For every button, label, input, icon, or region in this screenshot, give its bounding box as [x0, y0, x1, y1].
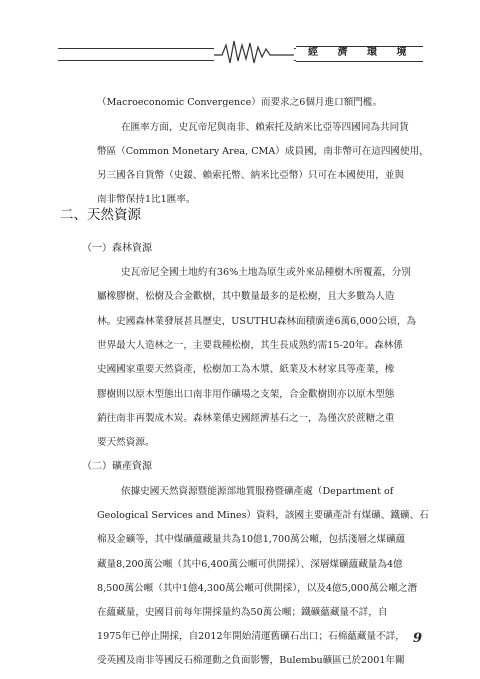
header-title: 經 濟 環 境 — [308, 47, 415, 58]
paragraph-line: 膠樹則以原木型態出口南非用作礦場之支架，合金歡樹則亦以原木型態 — [97, 389, 395, 400]
paragraph-line: 屬橡膠樹、松樹及合金歡樹，其中數量最多的是松樹，且大多數為人造 — [97, 291, 395, 302]
paragraph-line: 另三國各自貨幣（史鍰、賴索托幣、納米比亞幣）只可在本國使用，並與 — [97, 170, 404, 181]
paragraph-line: 受英國及南非等國反石棉運動之負面影響，Bulembu礦區已於2001年關 — [97, 655, 405, 666]
paragraph-line: 林。史國森林業發展甚具歷史，USUTHU森林面積廣達6萬6,000公頃，為 — [97, 316, 417, 327]
paragraph-line: 在蘊藏量，史國目前每年開採量約為50萬公噸；鐵礦蘊藏量不詳，自 — [97, 607, 388, 618]
paragraph-line: Geological Services and Mines）資料，該國主要礦產計有煤礦、鐵礦、石 — [97, 510, 429, 521]
paragraph-line: 世界最大人造林之一，主要栽種松樹，其生長成熟約需15-20年。森林係 — [97, 340, 403, 351]
paragraph-line: 8,500萬公噸（其中1億4,300萬公噸可供開採），以及4億5,000萬公噸之潛 — [97, 583, 418, 594]
paragraph-line: 幣區（Common Monetary Area, CMA）成員國，南非幣可在這四國使用， — [97, 146, 429, 157]
paragraph-line: 銷往南非再製成木炭。森林業係史國經濟基石之一，為僅次於蔗糖之重 — [97, 413, 395, 424]
header-wave-icon — [214, 37, 294, 65]
paragraph-line: 史瓦帝尼全國土地約有36%土地為原生或外來品種樹木所覆蓋，分別 — [121, 267, 411, 278]
paragraph-line: 南非幣保持1比1匯率。 — [97, 194, 196, 205]
paragraph-line: 棉及金礦等，其中煤礦蘊藏量共為10億1,700萬公噸，包括淺層之煤礦蘊 — [97, 534, 406, 545]
paragraph-line: 1975年已停止開採，自2012年開始清運舊礦石出口；石棉蘊藏量不詳， — [97, 631, 405, 642]
paragraph-line: 依據史國天然資源暨能源部地質服務暨礦產處（Department of — [121, 486, 394, 497]
paragraph-line: 在匯率方面，史瓦帝尼與南非、賴索托及納米比亞等四國同為共同貨 — [121, 122, 409, 133]
section-title: 二、天然資源 — [60, 207, 141, 223]
paragraph-line: 史國國家重要天然資產，松樹加工為木漿、紙業及木材家具等產業，橡 — [97, 364, 395, 375]
paragraph-line: 要天然資源。 — [97, 437, 155, 448]
subsection-heading: （二）礦產資源 — [82, 461, 152, 472]
page-number: 9 — [412, 631, 422, 646]
paragraph-line: 藏量8,200萬公噸（其中6,400萬公噸可供開採）、深層煤礦蘊藏量為4億 — [97, 559, 403, 570]
subsection-heading: （一）森林資源 — [82, 243, 152, 254]
paragraph-line: （Macroeconomic Convergence）而要求之6個月進口額門檻。 — [97, 97, 383, 108]
